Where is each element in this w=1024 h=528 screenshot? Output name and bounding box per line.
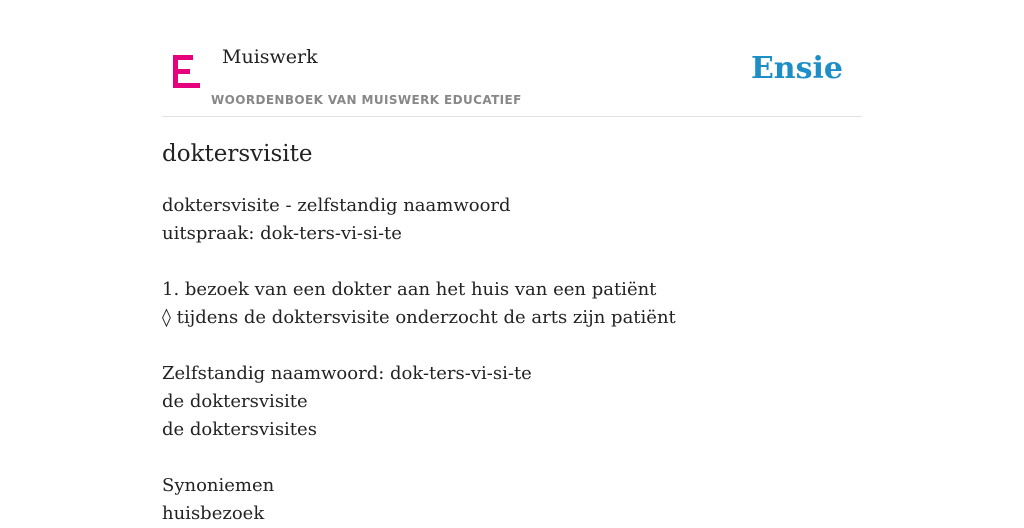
spacer — [162, 444, 862, 472]
dictionary-entry — [162, 192, 862, 528]
page-title: doktersvisite — [162, 141, 313, 167]
brand-name[interactable]: Muiswerk — [222, 46, 318, 68]
spacer — [162, 332, 862, 360]
entry-pronunciation: uitspraak: dok-ters-vi-si-te — [162, 223, 402, 244]
entry-singular: de doktersvisite — [162, 391, 308, 412]
synonym-item: huisbezoek — [162, 503, 265, 524]
site-header — [162, 0, 862, 117]
brand-subtitle: WOORDENBOEK VAN MUISWERK EDUCATIEF — [211, 93, 522, 107]
entry-plural: de doktersvisites — [162, 419, 317, 440]
ensie-home-link[interactable]: Ensie — [750, 51, 843, 86]
entry-definition: 1. bezoek van een dokter aan het huis van een patiënt — [162, 279, 657, 300]
spacer — [162, 248, 862, 276]
synonyms-heading: Synoniemen — [162, 475, 275, 496]
muiswerk-logo-icon[interactable] — [173, 55, 200, 88]
entry-example: ◊ tijdens de doktersvisite onderzocht de arts zijn patiënt — [162, 307, 676, 328]
main-content — [162, 138, 862, 528]
entry-grammar-heading: Zelfstandig naamwoord: dok-ters-vi-si-te — [162, 363, 532, 384]
entry-headline: doktersvisite - zelfstandig naamwoord — [162, 195, 511, 216]
